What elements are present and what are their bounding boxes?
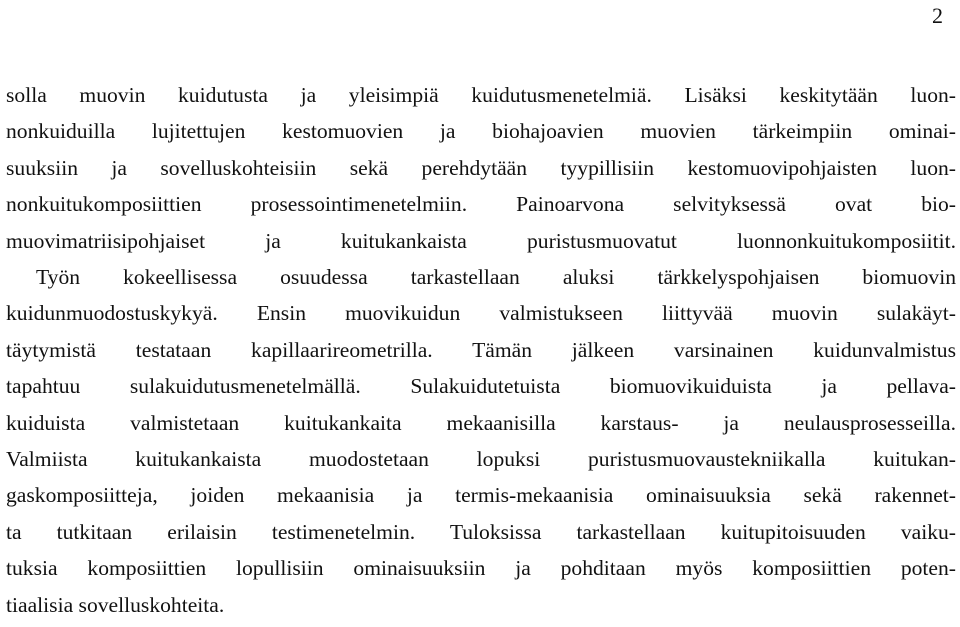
text-line: tiaalisia sovelluskohteita. <box>6 592 225 617</box>
text-line: tapahtuu sulakuidutusmenetelmällä. Sulakuidutetuista biomuovikuiduista ja pellava- <box>6 374 956 399</box>
text-line: ta tutkitaan erilaisin testimenetelmin. Tuloksissa tarkastellaan kuitupitoisuuden vaiku- <box>6 519 956 544</box>
text-line: solla muovin kuidutusta ja yleisimpiä kuidutusmenetelmiä. Lisäksi keskitytään luon- <box>6 83 956 107</box>
text-line: kuidunmuodostuskykyä. Ensin muovikuidun valmistukseen liittyvää muovin sulakäyt- <box>6 301 956 326</box>
page-number: 2 <box>932 3 943 28</box>
text-line: muovimatriisipohjaiset ja kuitukankaista puristusmuovatut luonnonkuitukomposiitit. <box>6 228 956 253</box>
text-line: Valmiista kuitukankaista muodostetaan lopuksi puristusmuovaustekniikalla kuitukan- <box>6 447 956 472</box>
text-line: suuksiin ja sovelluskohteisiin sekä perehdytään tyypillisiin kestomuovipohjaisten luon- <box>6 155 956 180</box>
text-line: Työn kokeellisessa osuudessa tarkastellaan aluksi tärkkelyspohjaisen biomuovin <box>36 265 956 290</box>
text-line: nonkuitukomposiittien prosessointimenetelmiin. Painoarvona selvityksessä ovat bio- <box>6 192 956 217</box>
text-line: kuiduista valmistetaan kuitukankaita mekaanisilla karstaus- ja neulausprosesseilla. <box>6 410 956 435</box>
text-line: täytymistä testataan kapillaarireometrilla. Tämän jälkeen varsinainen kuidunvalmistus <box>6 337 956 362</box>
text-line: tuksia komposiittien lopullisiin ominaisuuksiin ja pohditaan myös komposiittien poten- <box>6 556 956 581</box>
text-line: gaskomposiitteja, joiden mekaanisia ja termis-mekaanisia ominaisuuksia sekä rakennet- <box>6 483 956 508</box>
body-paragraph <box>6 77 956 623</box>
text-line: nonkuiduilla lujitettujen kestomuovien ja biohajoavien muovien tärkeimpiin ominai- <box>6 119 956 144</box>
